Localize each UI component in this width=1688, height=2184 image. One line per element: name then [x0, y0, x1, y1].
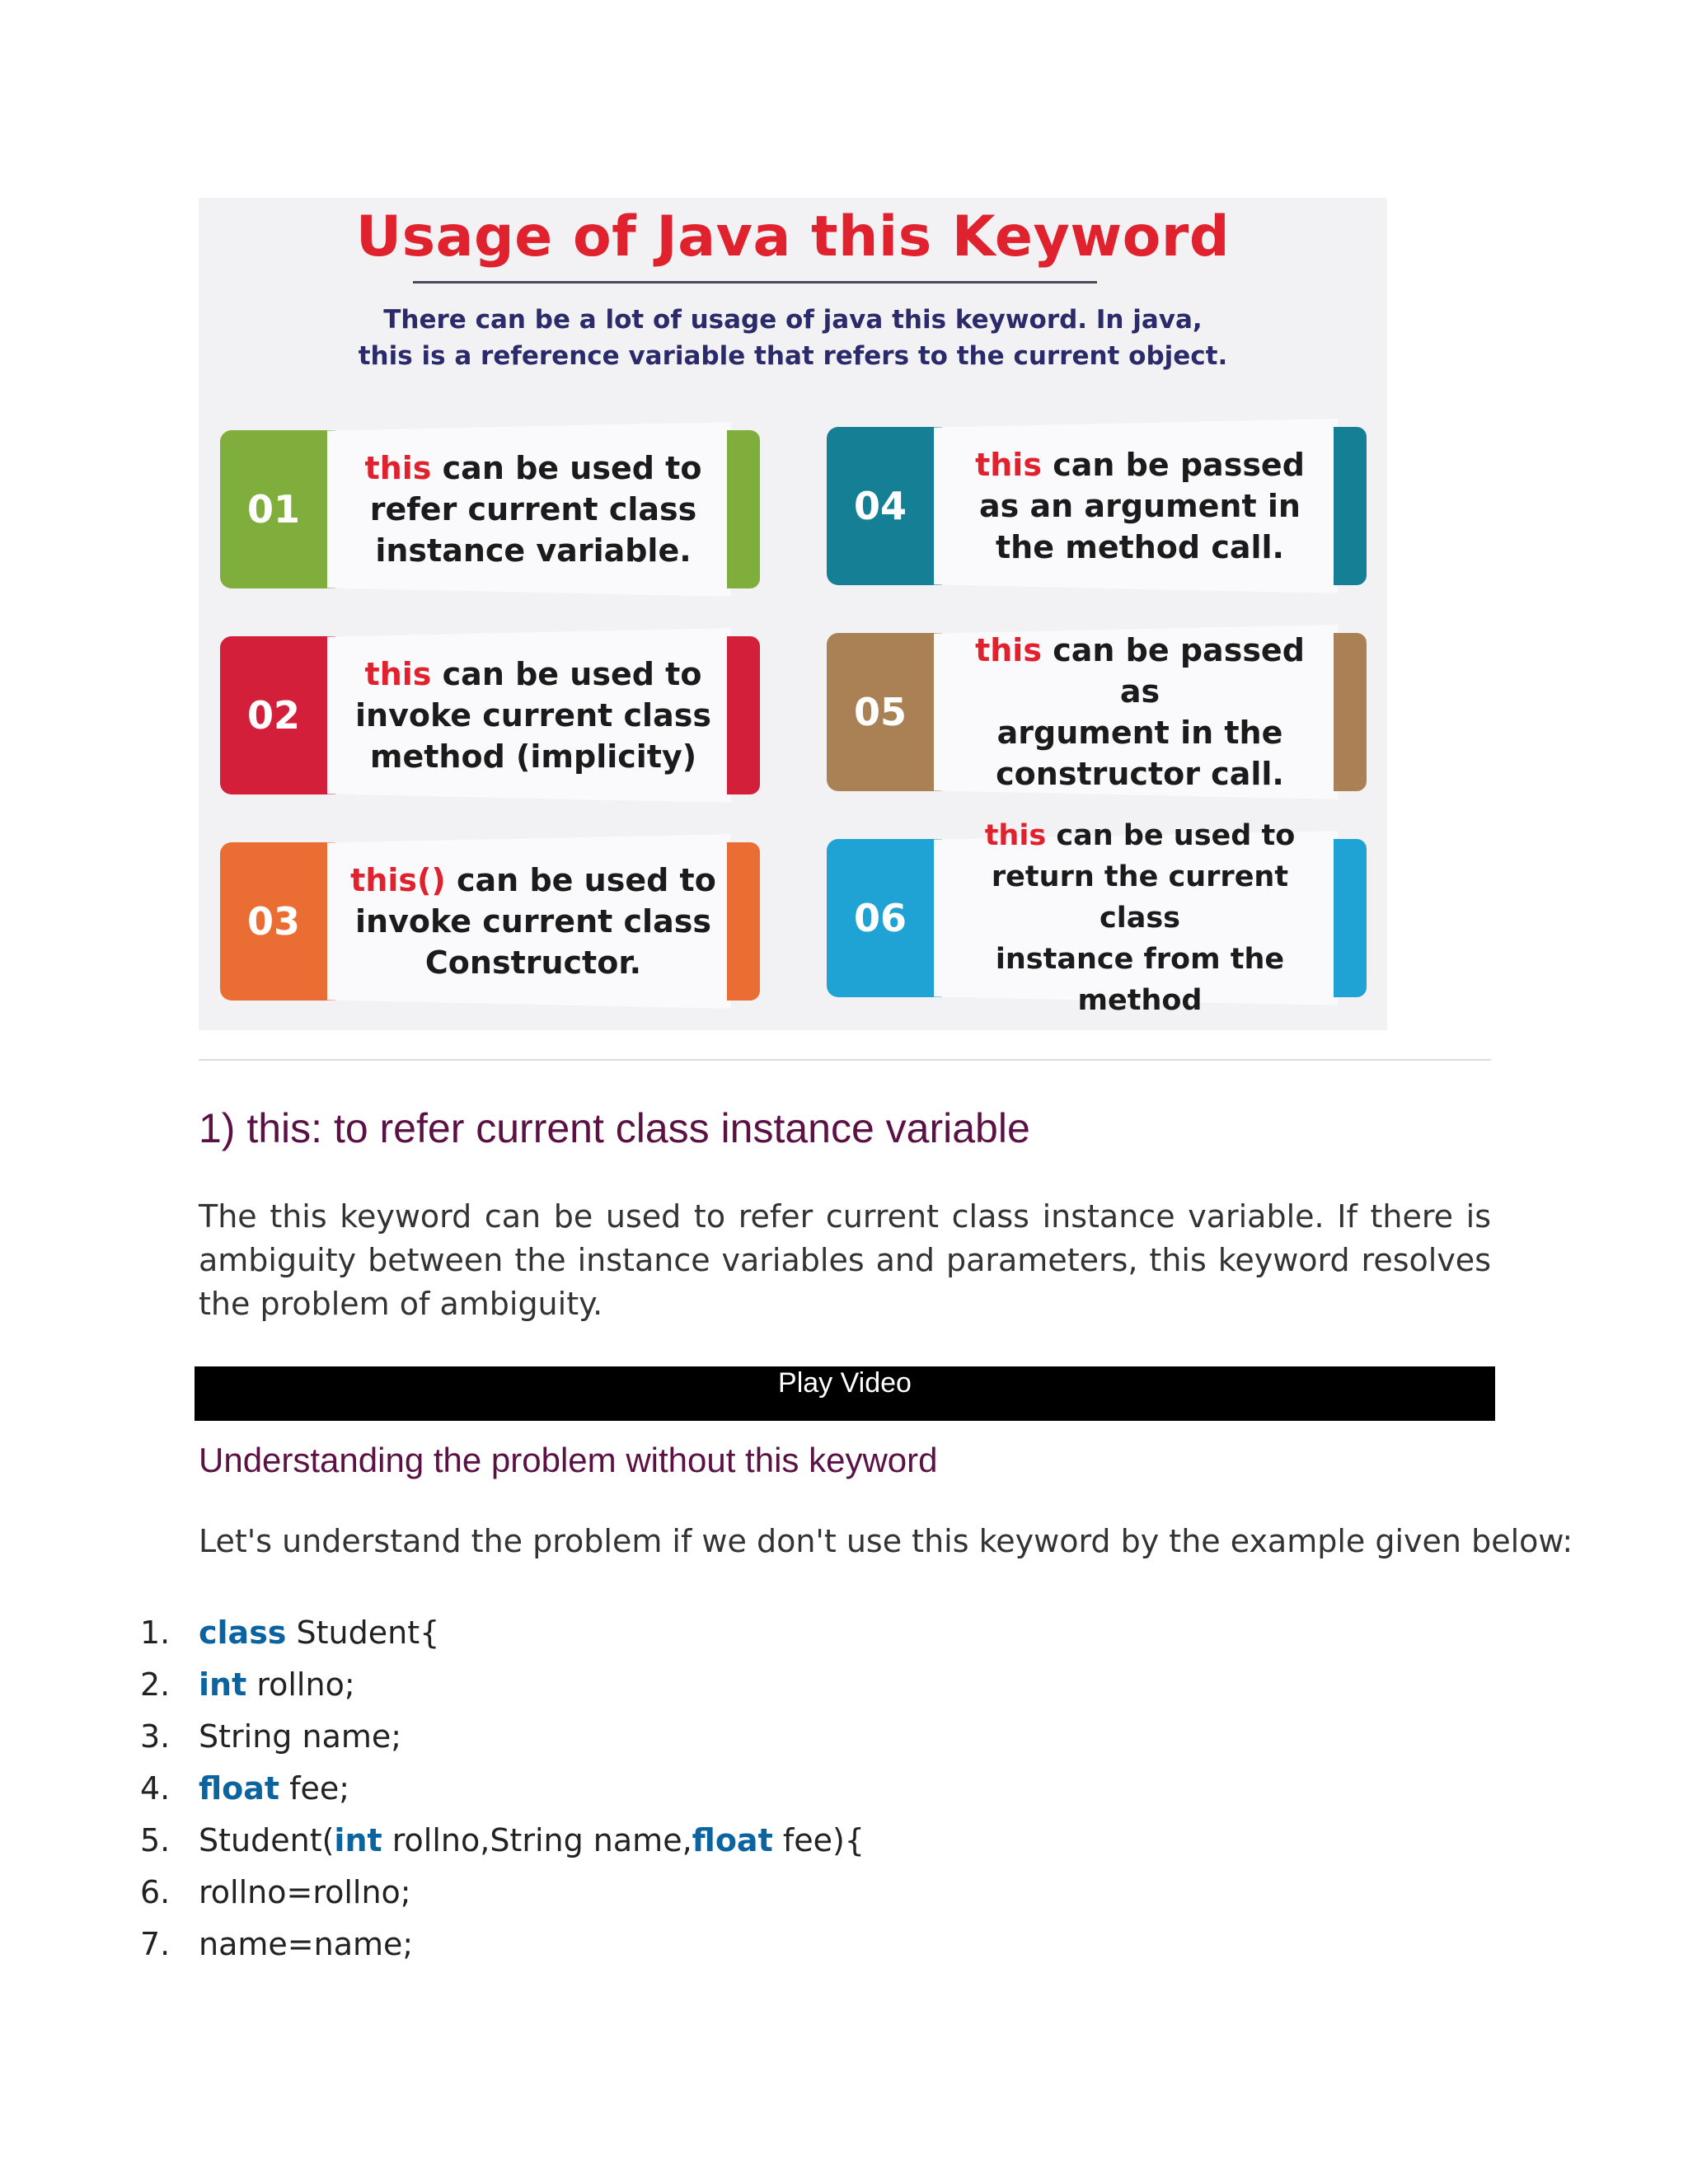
- card-line-1: can be passed: [1041, 447, 1305, 483]
- subtitle-line-1: There can be a lot of usage of java this keyword. In java,: [383, 305, 1203, 335]
- code-text: fee;: [279, 1770, 350, 1807]
- code-text: String name;: [199, 1718, 402, 1755]
- code-line: [140, 1711, 865, 1763]
- code-line: [140, 1607, 865, 1659]
- line-number: 6.: [140, 1874, 171, 1910]
- card-end: [727, 842, 760, 1001]
- card-keyword: this: [364, 656, 432, 692]
- card-number: 03: [246, 899, 300, 944]
- code-text: rollno;: [246, 1666, 355, 1703]
- code-keyword: int: [199, 1666, 247, 1703]
- code-keyword: int: [334, 1822, 382, 1858]
- play-video-button[interactable]: Play Video: [778, 1367, 912, 1399]
- code-text: rollno=rollno;: [199, 1874, 411, 1910]
- usage-card-03: [220, 842, 760, 1001]
- card-line-3: instance from the method: [995, 943, 1285, 1017]
- card-line-1: can be used to: [431, 450, 702, 486]
- section-paragraph: The this keyword can be used to refer current class instance variable. If there is ambiguity between the instance variables and parameters, this keyword resolves the problem of ambiguity.: [199, 1198, 1491, 1322]
- card-line-3: the method call.: [996, 529, 1284, 565]
- code-line: [140, 1919, 865, 1971]
- title-divider: [413, 281, 1097, 284]
- card-line-3: instance variable.: [375, 532, 692, 569]
- card-text: [950, 633, 1329, 791]
- card-text: [344, 636, 723, 794]
- card-line-1: can be passed as: [1041, 632, 1305, 710]
- video-player-bar[interactable]: [195, 1366, 1495, 1421]
- card-number: 06: [853, 896, 907, 940]
- card-line-2: invoke current class: [355, 697, 711, 733]
- card-text: [950, 427, 1329, 585]
- card-line-1: can be used to: [445, 862, 716, 898]
- infographic-title: Usage of Java this Keyword: [355, 204, 1231, 269]
- card-number: 02: [246, 693, 300, 738]
- card-keyword: this: [984, 819, 1047, 852]
- card-keyword: this: [975, 632, 1042, 668]
- card-text: [344, 430, 723, 588]
- code-listing: [140, 1607, 865, 1971]
- card-keyword: this(): [350, 862, 446, 898]
- infographic-image: [199, 198, 1387, 1030]
- card-end: [1334, 839, 1367, 997]
- card-line-2: return the current class: [991, 860, 1289, 935]
- card-line-2: as an argument in: [979, 488, 1301, 524]
- code-text: Student(: [199, 1822, 335, 1858]
- card-keyword: this: [975, 447, 1042, 483]
- card-line-3: constructor call.: [996, 756, 1284, 792]
- card-end: [1334, 427, 1367, 585]
- section-heading: 1) this: to refer current class instance variable: [199, 1105, 1030, 1151]
- card-line-1: can be used to: [1046, 819, 1296, 852]
- subtitle-line-2: this is a reference variable that refers to the current object.: [358, 341, 1228, 371]
- code-text: rollno,String name,: [382, 1822, 692, 1858]
- card-end: [727, 430, 760, 588]
- card-number: 01: [246, 487, 300, 532]
- code-text: Student{: [286, 1615, 440, 1651]
- usage-card-04: [827, 427, 1367, 585]
- card-line-2: argument in the: [996, 715, 1283, 751]
- usage-card-02: [220, 636, 760, 794]
- code-line: [140, 1867, 865, 1919]
- card-line-3: Constructor.: [424, 944, 642, 981]
- card-line-2: invoke current class: [355, 903, 711, 940]
- line-number: 2.: [140, 1666, 171, 1703]
- code-keyword: class: [199, 1615, 287, 1651]
- infographic-subtitle: [199, 302, 1387, 374]
- code-text: name=name;: [199, 1926, 414, 1962]
- usage-card-06: [827, 819, 1367, 1017]
- line-number: 4.: [140, 1770, 171, 1807]
- card-text: [950, 819, 1329, 1017]
- code-keyword: float: [692, 1822, 773, 1858]
- card-end: [727, 636, 760, 794]
- line-number: 5.: [140, 1822, 171, 1858]
- code-line: [140, 1659, 865, 1711]
- card-text: [344, 842, 723, 1001]
- card-line-1: can be used to: [431, 656, 702, 692]
- code-line: [140, 1815, 865, 1867]
- line-number: 7.: [140, 1926, 171, 1962]
- card-end: [1334, 633, 1367, 791]
- line-number: 1.: [140, 1615, 171, 1651]
- intro-text: Let's understand the problem if we don't use this keyword by the example given below:: [199, 1523, 1573, 1559]
- usage-card-05: [827, 633, 1367, 791]
- card-keyword: this: [364, 450, 432, 486]
- section-divider: [199, 1059, 1491, 1061]
- card-number: 04: [853, 484, 907, 528]
- code-line: [140, 1763, 865, 1815]
- card-line-3: method (implicity): [369, 738, 697, 775]
- code-keyword: float: [199, 1770, 280, 1807]
- card-number: 05: [853, 690, 907, 734]
- subsection-heading: Understanding the problem without this keyword: [199, 1441, 938, 1479]
- code-text: fee){: [772, 1822, 865, 1858]
- usage-card-01: [220, 430, 760, 588]
- card-line-2: refer current class: [369, 491, 697, 527]
- line-number: 3.: [140, 1718, 171, 1755]
